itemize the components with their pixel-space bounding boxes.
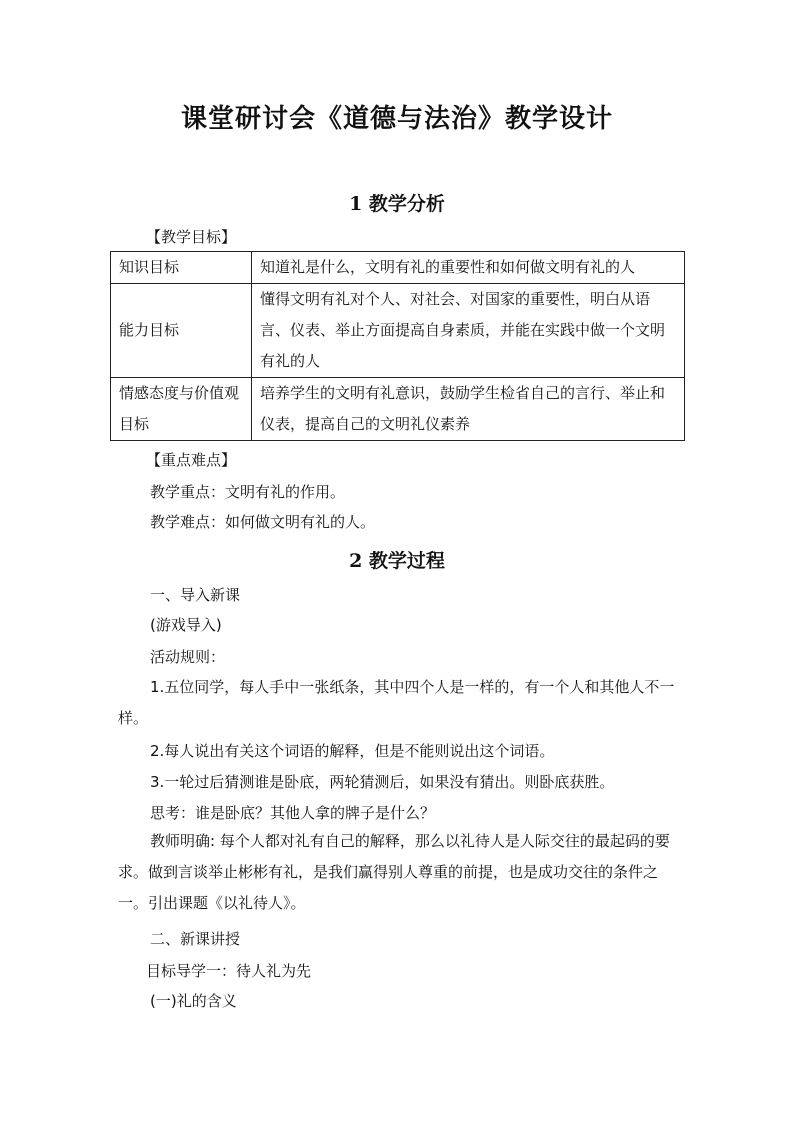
new-lesson-heading: 二、新课讲授 [150,930,241,948]
goals-table [110,251,685,441]
difficult-point-text: 教学难点：如何做文明有礼的人。 [150,513,376,531]
intro-heading: 一、导入新课 [150,586,241,604]
table-cell-content: 培养学生的文明有礼意识，鼓励学生检省自己的言行、举止和仪表，提高自己的文明礼仪素养 [252,378,685,441]
table-row [111,378,685,441]
table-cell-content: 知道礼是什么，文明有礼的重要性和如何做文明有礼的人 [252,252,685,284]
table-cell-label: 知识目标 [111,252,252,284]
document-title: 课堂研讨会《道德与法治》教学设计 [180,104,613,134]
rule-2-text: 2.每人说出有关这个词语的解释，但是不能则说出这个词语。 [150,742,555,760]
key-point-text: 教学重点：文明有礼的作用。 [150,483,346,501]
rule-1-text: 1.五位同学，每人手中一张纸条，其中四个人是一样的，有一个人和其他人不一样。 [118,678,675,727]
section-heading-process: 2 教学过程 [349,550,445,572]
key-points-heading: 【重点难点】 [146,451,237,469]
table-cell-label: 情感态度与价值观目标 [111,378,252,441]
goals-heading: 【教学目标】 [146,228,237,246]
question-text: 思考：谁是卧底？其他人拿的牌子是什么？ [150,804,436,822]
target-1-text: 目标导学一：待人礼为先 [146,962,312,980]
rules-label: 活动规则： [150,648,226,666]
section-heading-analysis: 1 教学分析 [349,193,445,215]
rule-3-text: 3.一轮过后猜测谁是卧底，两轮猜测后，如果没有猜出。则卧底获胜。 [150,773,615,791]
table-row [111,252,685,284]
subpoint-1-text: (一)礼的含义 [150,992,237,1010]
table-row [111,284,685,378]
table-cell-label: 能力目标 [111,284,252,378]
game-intro-text: (游戏导入) [150,616,222,634]
table-cell-content: 懂得文明有礼对个人、对社会、对国家的重要性，明白从语言、仪表、举止方面提高自身素质，并能在实践中做一个文明有礼的人 [252,284,685,378]
teacher-note-paragraph: 教师明确: 每个人都对礼有自己的解释，那么以礼待人是人际交往的最起码的要求。做到言谈举止彬彬有礼，是我们赢得别人尊重的前提，也是成功交往的条件之一。引出课题《以礼待人》。 [118,832,670,912]
